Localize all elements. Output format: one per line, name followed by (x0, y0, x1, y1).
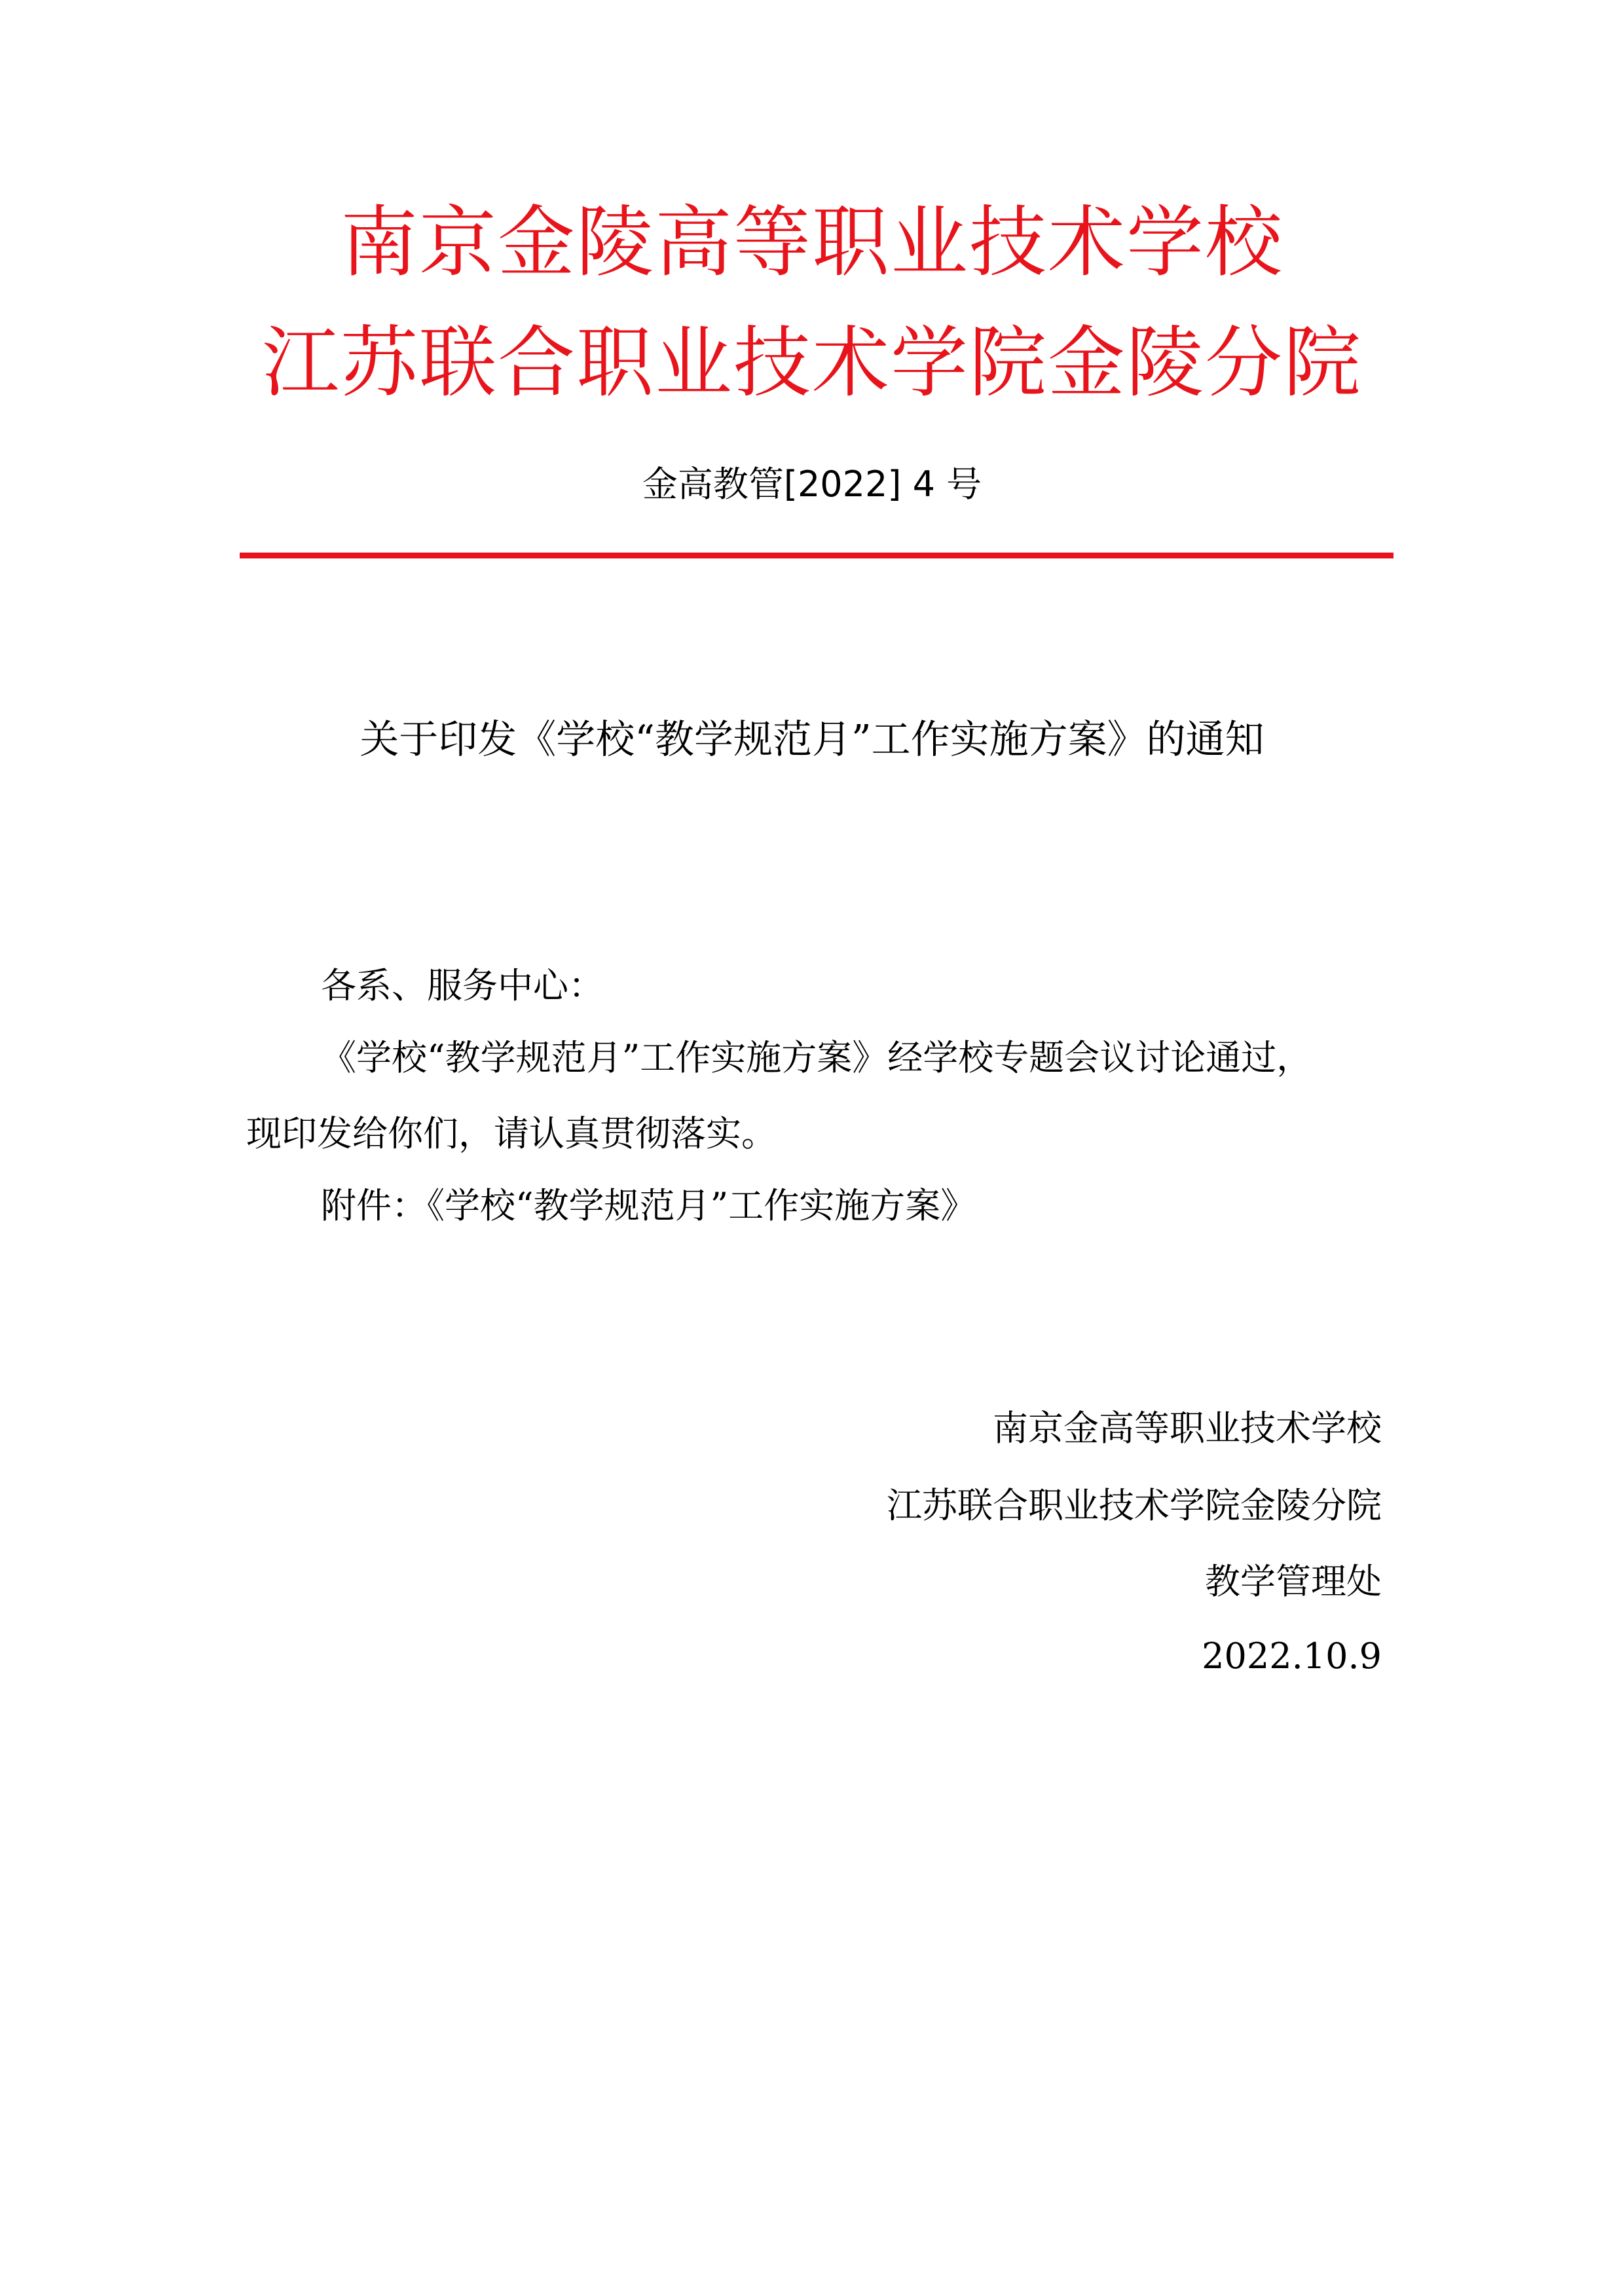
issuer-name-line1: 南京金陵高等职业技术学校 (340, 197, 1283, 287)
attachment-note: 附件：《学校“教学规范月”工作实施方案》 (321, 1185, 976, 1226)
letterhead-divider (240, 553, 1393, 558)
salutation: 各系、服务中心： (321, 965, 604, 1006)
notice-title: 关于印发《学校“教学规范月”工作实施方案》的通知 (360, 717, 1264, 763)
body-paragraph-line2: 现印发给你们，请认真贯彻落实。 (246, 1113, 777, 1154)
signature-date: 2022.10.9 (1202, 1635, 1382, 1677)
issuer-name-line2: 江苏联合职业技术学院金陵分院 (261, 318, 1362, 408)
signature-org1: 南京金高等职业技术学校 (993, 1408, 1382, 1449)
body-paragraph-line1: 《学校“教学规范月”工作实施方案》经学校专题会议讨论通过， (321, 1037, 1312, 1078)
document-number: 金高教管[2022] 4 号 (642, 464, 982, 505)
signature-department: 教学管理处 (1205, 1561, 1382, 1602)
signature-org2: 江苏联合职业技术学院金陵分院 (887, 1485, 1382, 1526)
letterhead (0, 197, 1624, 408)
